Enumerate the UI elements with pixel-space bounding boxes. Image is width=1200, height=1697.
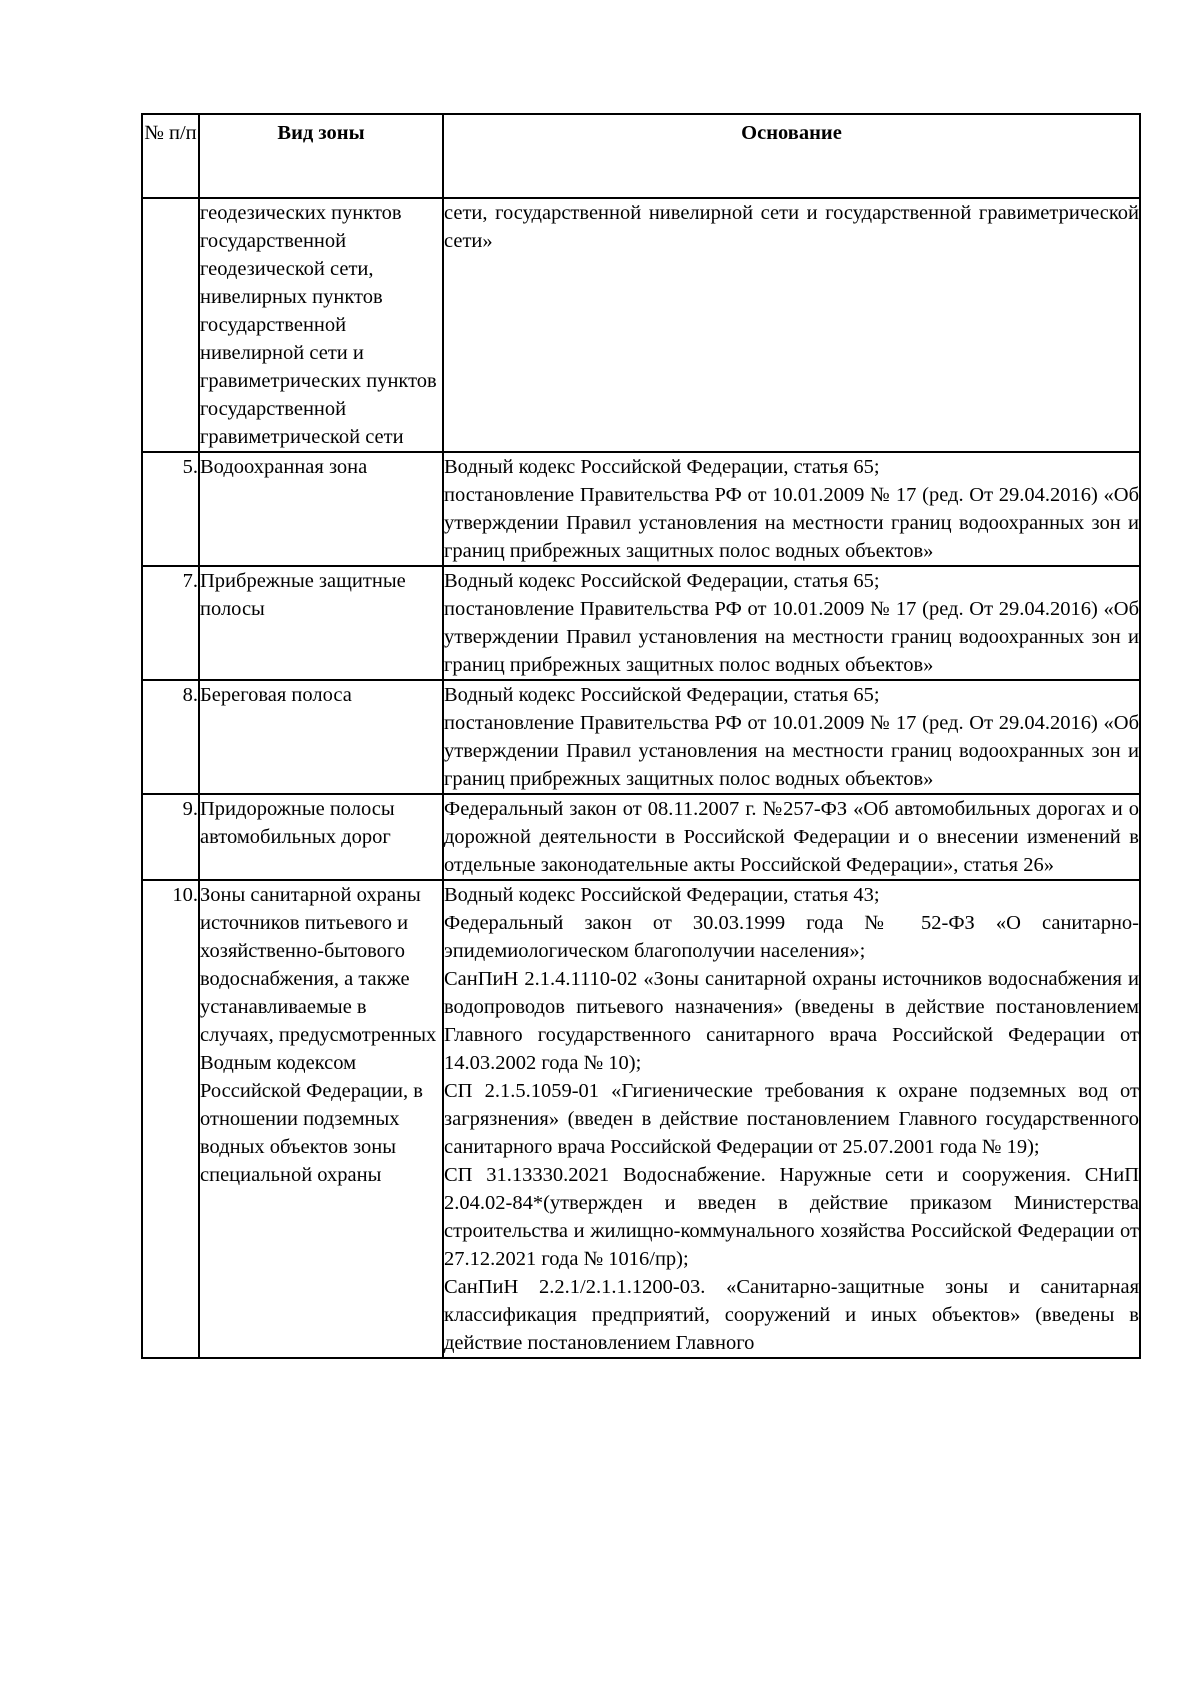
basis-cell	[443, 880, 1140, 1358]
basis-paragraph: СанПиН 2.1.4.1110-02 «Зоны санитарной охраны источников водоснабжения и водопроводов питьевого назначения» (введены в действие постановлением Главного государственного санитарного врача Российской Федерации от 14.03.2002 года № 10);	[444, 968, 1139, 1074]
basis-paragraph: Водный кодекс Российской Федерации, статья 65;	[444, 456, 880, 478]
table-row	[142, 566, 1140, 680]
table-row	[142, 680, 1140, 794]
basis-paragraph: постановление Правительства РФ от 10.01.2009 № 17 (ред. От 29.04.2016) «Об утверждении Правил установления на местности границ водоохранных зон и границ прибрежных защитных полос водных объектов»	[444, 484, 1139, 562]
basis-cell	[443, 794, 1140, 880]
row-number: 7.	[142, 566, 199, 680]
row-number: 10.	[142, 880, 199, 1358]
zones-table	[141, 113, 1141, 1359]
header-basis: Основание	[443, 114, 1140, 198]
basis-paragraph: постановление Правительства РФ от 10.01.2009 № 17 (ред. От 29.04.2016) «Об утверждении Правил установления на местности границ водоохранных зон и границ прибрежных защитных полос водных объектов»	[444, 712, 1139, 790]
basis-paragraph: Водный кодекс Российской Федерации, статья 65;	[444, 570, 880, 592]
basis-paragraph: Водный кодекс Российской Федерации, статья 65;	[444, 684, 880, 706]
header-zone-type: Вид зоны	[199, 114, 443, 198]
table-row	[142, 452, 1140, 566]
row-number: 8.	[142, 680, 199, 794]
zone-type-cell: Прибрежные защитные полосы	[199, 566, 443, 680]
table-row	[142, 880, 1140, 1358]
table-row	[142, 794, 1140, 880]
basis-paragraph: постановление Правительства РФ от 10.01.2009 № 17 (ред. От 29.04.2016) «Об утверждении Правил установления на местности границ водоохранных зон и границ прибрежных защитных полос водных объектов»	[444, 598, 1139, 676]
table-header-row	[142, 114, 1140, 198]
basis-cell	[443, 680, 1140, 794]
zone-type-cell: Придорожные полосы автомобильных дорог	[199, 794, 443, 880]
header-number: № п/п	[142, 114, 199, 198]
table-row	[142, 198, 1140, 452]
zone-type-cell: Водоохранная зона	[199, 452, 443, 566]
basis-paragraph: Федеральный закон от 08.11.2007 г. №257-ФЗ «Об автомобильных дорогах и о дорожной деятельности в Российской Федерации и о внесении изменений в отдельные законодательные акты Российской Федерации», статья 26»	[444, 798, 1139, 876]
row-number	[142, 198, 199, 452]
basis-paragraph: Федеральный закон от 30.03.1999 года № 52-ФЗ «О санитарно-эпидемиологическом благополучии населения»;	[444, 912, 1139, 962]
zone-type-cell: Зоны санитарной охраны источников питьевого и хозяйственно-бытового водоснабжения, а также устанавливаемые в случаях, предусмотренных Водным кодексом Российской Федерации, в отношении подземных водных объектов зоны специальной охраны	[199, 880, 443, 1358]
basis-cell	[443, 452, 1140, 566]
zone-type-cell: геодезических пунктов государственной геодезической сети, нивелирных пунктов государственной нивелирной сети и гравиметрических пунктов государственной гравиметрической сети	[199, 198, 443, 452]
basis-paragraph: СП 2.1.5.1059-01 «Гигиенические требования к охране подземных вод от загрязнения» (введен в действие постановлением Главного государственного санитарного врача Российской Федерации от 25.07.2001 года № 19);	[444, 1080, 1139, 1158]
row-number: 5.	[142, 452, 199, 566]
row-number: 9.	[142, 794, 199, 880]
basis-cell	[443, 566, 1140, 680]
basis-paragraph: СанПиН 2.2.1/2.1.1.1200-03. «Санитарно-защитные зоны и санитарная классификация предприятий, сооружений и иных объектов» (введены в действие постановлением Главного	[444, 1276, 1139, 1354]
basis-cell	[443, 198, 1140, 452]
basis-paragraph: сети, государственной нивелирной сети и государственной гравиметрической сети»	[444, 202, 1139, 252]
basis-paragraph: Водный кодекс Российской Федерации, статья 43;	[444, 884, 880, 906]
zone-type-cell: Береговая полоса	[199, 680, 443, 794]
basis-paragraph: СП 31.13330.2021 Водоснабжение. Наружные сети и сооружения. СНиП 2.04.02-84*(утвержден и введен в действие приказом Министерства строительства и жилищно-коммунального хозяйства Российской Федерации от 27.12.2021 года № 1016/пр);	[444, 1164, 1139, 1270]
